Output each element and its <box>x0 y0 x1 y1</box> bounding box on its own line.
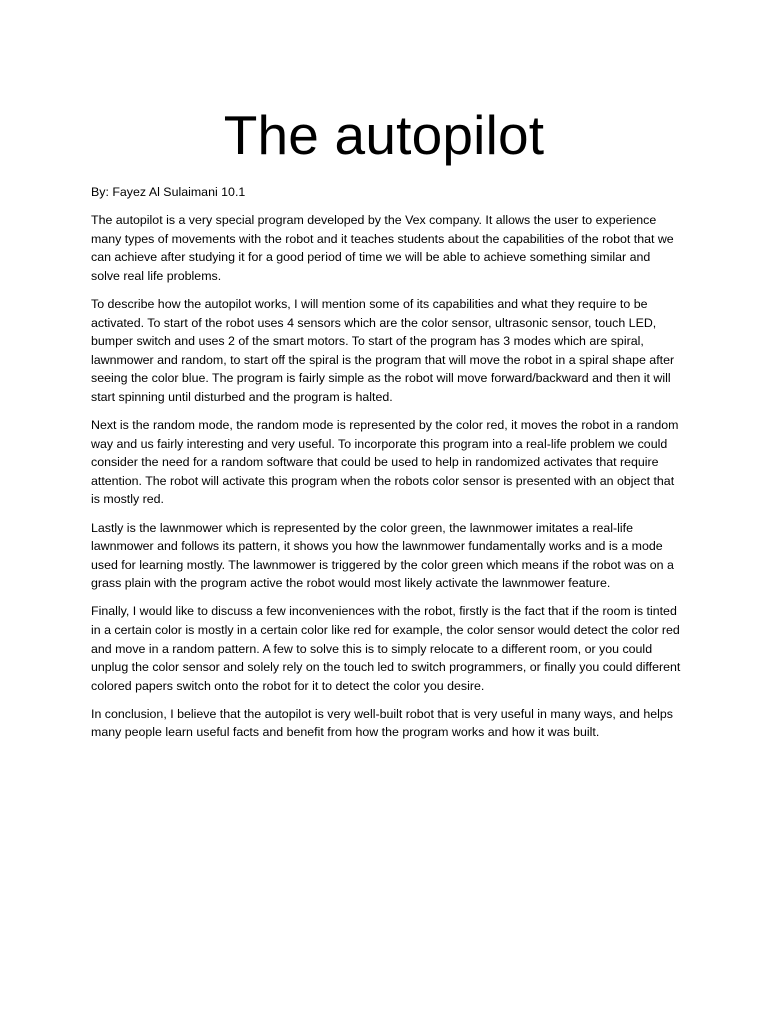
paragraph-conclusion: In conclusion, I believe that the autopilot is very well-built robot that is very useful in many ways, and helps many people learn useful facts and benefit from how the program works and how it was built. <box>91 706 673 740</box>
paragraph-lawnmower-mode: Lastly is the lawnmower which is represented by the color green, the lawnmower imitates a real-life lawnmower and follows its pattern, it shows you how the lawnmower fundamentally works and is a mode used for learning mostly. The lawnmower is triggered by the color green which means if the robot was on a grass plain with the program active the robot would most likely activate the lawnmower feature. <box>91 520 674 591</box>
document-body <box>91 183 681 752</box>
paragraph-intro: The autopilot is a very special program developed by the Vex company. It allows the user to experience many types of movements with the robot and it teaches students about the capabilities of the robot that we can achieve after studying it for a good period of time we will be able to achieve something similar and solve real life problems. <box>91 213 674 283</box>
paragraph-how-it-works: To describe how the autopilot works, I will mention some of its capabilities and what they require to be activated. To start of the robot uses 4 sensors which are the color sensor, ultrasonic sensor, touch LED, bumper switch and uses 2 of the smart motors. To start of the program has 3 modes which are spiral, lawnmower and random, to start off the spiral is the program that will move the robot in a spiral shape after seeing the color blue. The program is fairly simple as the robot will move forward/backward and then it will start spinning until disturbed and the program is halted. <box>91 296 675 404</box>
paragraph-inconveniences: Finally, I would like to discuss a few inconveniences with the robot, firstly is the fact that if the room is tinted in a certain color is mostly in a certain color like red for example, the color sensor would detect the color red and move in a random pattern. A few to solve this is to simply relocate to a different room, or you could unplug the color sensor and solely rely on the touch led to switch programmers, or finally you could different colored papers switch onto the robot for it to detect the color you desire. <box>91 604 681 693</box>
paragraph-random-mode: Next is the random mode, the random mode is represented by the color red, it moves the robot in a random way and us fairly interesting and very useful. To incorporate this program into a real-life problem we could consider the need for a random software that could be used to help in randomized activates that require attention. The robot will activate this program when the robots color sensor is presented with an object that is mostly red. <box>91 418 679 507</box>
document-title: The autopilot <box>223 104 545 166</box>
author-line: By: Fayez Al Sulaimani 10.1 <box>91 185 246 199</box>
